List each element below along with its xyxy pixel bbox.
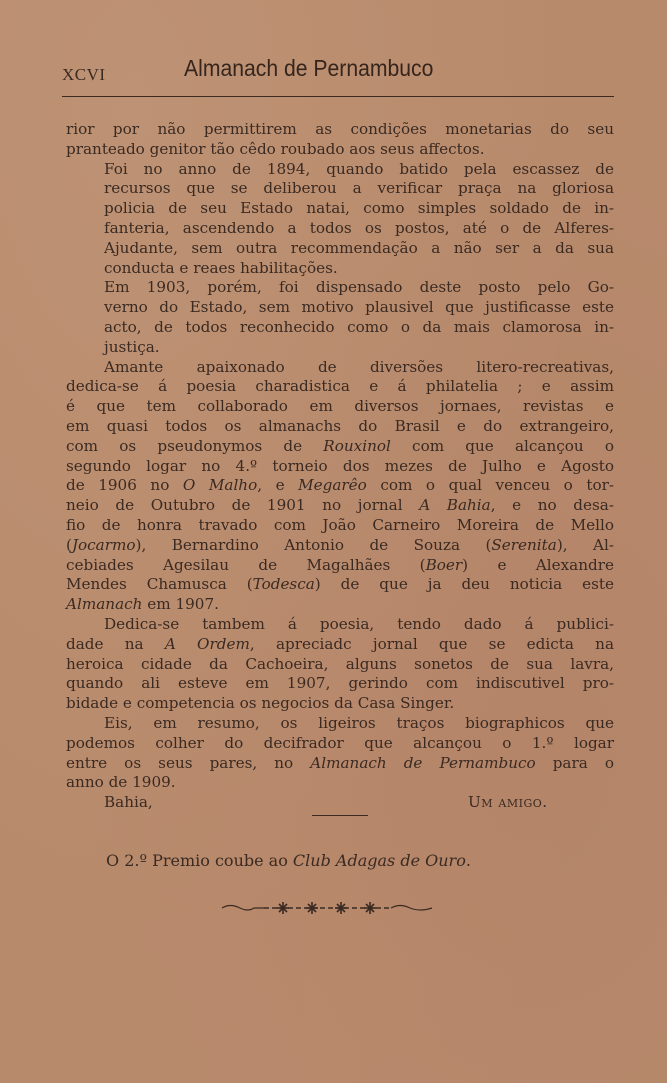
- header-rule: [62, 96, 614, 97]
- text-run: para o: [535, 753, 614, 772]
- pseudonym: Todesca: [252, 575, 315, 594]
- publication-title: A Ordem: [164, 634, 250, 653]
- text-line: policia de seu Estado natai, como simples soldado de in-: [104, 199, 614, 218]
- club-name: Club Adagas de Ouro: [292, 851, 466, 870]
- text-line: justiça.: [104, 337, 160, 356]
- paragraph-6: [66, 714, 614, 793]
- paragraph-1: [66, 120, 614, 160]
- page-number: XCVI: [62, 65, 106, 84]
- text-run: dade na: [66, 634, 165, 653]
- text-run: , e: [257, 476, 299, 495]
- text-run: com que alcançou o: [390, 436, 614, 455]
- text-line: heroica cidade da Cachoeira, alguns sonetos de sua lavra,: [66, 654, 614, 673]
- pseudonym: Rouxinol: [323, 436, 391, 455]
- text-line: em quasi todos os almanachs do Brasil e do extrangeiro,: [66, 416, 614, 435]
- prize-text: O 2.º Premio coube ao: [106, 851, 293, 870]
- pseudonym: Boer: [425, 555, 463, 574]
- text-line: é que tem collaborado em diversos jornaes, revistas e: [66, 397, 614, 416]
- text-run: neio de Outubro de 1901 no jornal: [66, 496, 420, 515]
- text-run: , apreciadc jornal que se edicta na: [249, 634, 614, 653]
- text-line: acto, de todos reconhecido como o da mais clamorosa in-: [104, 317, 614, 336]
- text-line: [66, 635, 614, 655]
- text-run: ), Bernardino Antonio de Souza (: [135, 535, 492, 554]
- text-run: com os pseudonymos de: [66, 436, 324, 455]
- text-line: [66, 496, 614, 516]
- text-line: conducta e reaes habilitações.: [104, 258, 338, 277]
- text-line: Eis, em resumo, os ligeiros traços biographicos que: [104, 713, 614, 732]
- text-run: ), Al-: [556, 535, 614, 554]
- text-run: (: [66, 535, 72, 554]
- paragraph-2: [66, 160, 614, 279]
- text-run: cebiades Agesilau de Magalhães (: [66, 555, 426, 574]
- paragraph-5: [66, 615, 614, 714]
- signature-place: Bahia,: [104, 793, 153, 812]
- text-line: rior por não permittirem as condições monetarias do seu: [66, 120, 614, 138]
- text-line: podemos colher do decifrador que alcançou o 1.º logar: [66, 733, 614, 752]
- text-line: Amante apaixonado de diversões litero-recreativas,: [104, 357, 614, 376]
- signature-row: [66, 793, 614, 813]
- pseudonym: Serenita: [491, 535, 557, 554]
- text-line: bidade e competencia os negocios da Casa Singer.: [66, 694, 455, 713]
- text-line: anno de 1909.: [66, 773, 176, 792]
- text-run: ) e Alexandre: [462, 555, 614, 574]
- pseudonym: Jocarmo: [71, 535, 136, 554]
- text-line: [66, 556, 614, 576]
- publication-title: Almanach de Pernambuco: [310, 753, 536, 772]
- text-run: ) de que ja deu noticia este: [314, 575, 614, 594]
- text-line: Foi no anno de 1894, quando batido pela escassez de: [104, 159, 614, 178]
- text-line: pranteado genitor tão cêdo roubado aos seus affectos.: [66, 139, 485, 158]
- text-line: dedica-se á poesia charadistica e á philatelia ; e assim: [66, 377, 614, 396]
- text-line: Em 1903, porém, foi dispensado deste posto pelo Go-: [104, 278, 614, 297]
- publication-title: Almanach: [66, 595, 143, 614]
- signature-author: Um amigo.: [468, 793, 548, 812]
- text-line: [66, 754, 614, 774]
- text-line: [66, 536, 614, 556]
- page-header: [62, 55, 622, 95]
- text-run: em 1907.: [142, 595, 219, 614]
- text-line: Ajudante, sem outra recommendação a não ser a da sua: [104, 238, 614, 257]
- text-line: Dedica-se tambem á poesia, tendo dado á publici-: [104, 614, 614, 633]
- text-line: [66, 595, 614, 615]
- ornament-divider-icon: [220, 900, 435, 916]
- article-body: [66, 120, 614, 813]
- text-run: com o qual venceu o tor-: [366, 476, 614, 495]
- publication-title: O Malho: [182, 476, 258, 495]
- text-line: fanteria, ascendendo a todos os postos, até o de Alferes-: [104, 218, 614, 237]
- text-run: Mendes Chamusca (: [66, 575, 253, 594]
- text-line: [66, 437, 614, 457]
- text-line: fio de honra travado com João Carneiro Moreira de Mello: [66, 515, 614, 534]
- text-line: recursos que se deliberou a verificar praça na gloriosa: [104, 179, 614, 198]
- text-line: [66, 575, 614, 595]
- pseudonym: Megarêo: [298, 476, 367, 495]
- text-run: entre os seus pares, no: [66, 753, 311, 772]
- text-run: de 1906 no: [66, 476, 183, 495]
- prize-end: .: [465, 851, 471, 870]
- text-run: , e no desa-: [490, 496, 614, 515]
- section-divider: [312, 815, 368, 816]
- text-line: [66, 476, 614, 496]
- prize-announcement: [106, 851, 576, 870]
- text-line: segundo logar no 4.º torneio dos mezes de Julho e Agosto: [66, 456, 614, 475]
- paragraph-3: [66, 278, 614, 357]
- running-title: Almanach de Pernambuco: [184, 55, 434, 81]
- text-line: verno do Estado, sem motivo plausivel que justificasse este: [104, 298, 614, 317]
- text-line: quando ali esteve em 1907, gerindo com indiscutivel pro-: [66, 674, 614, 693]
- paragraph-4: [66, 358, 614, 615]
- publication-title: A Bahia: [419, 496, 491, 515]
